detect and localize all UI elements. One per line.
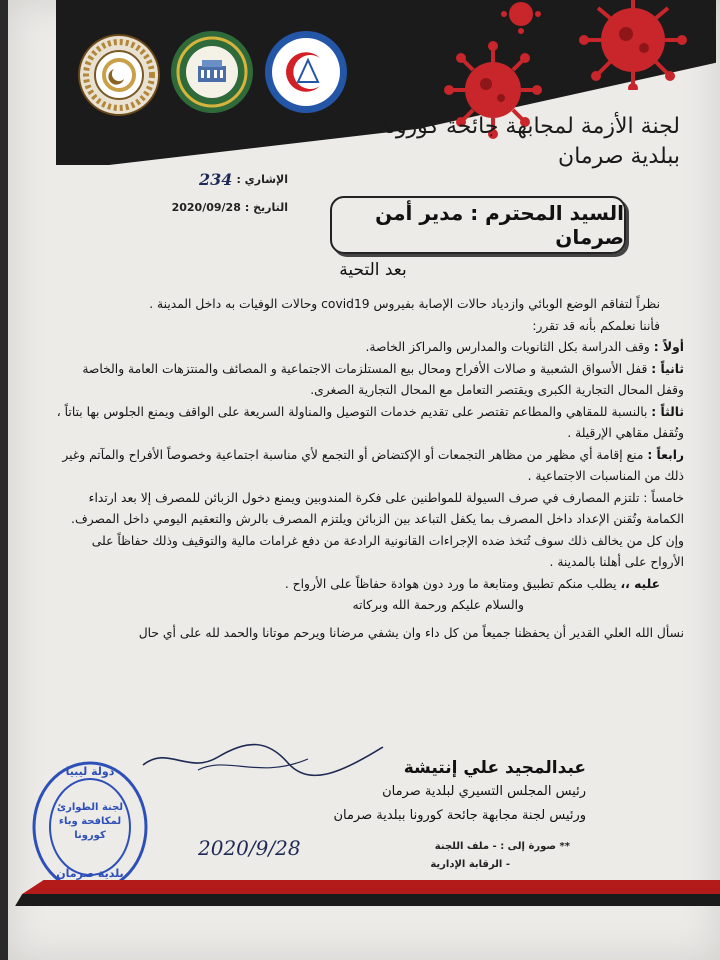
reference-number-label: الإشاري : — [236, 173, 288, 186]
item-3-label: ثالثاً : — [651, 404, 684, 419]
signatory-name: عبدالمجيد علي إنتيشة — [403, 758, 586, 778]
virus-graphic-small-icon — [496, 0, 546, 34]
footer-red-stripe — [8, 880, 720, 894]
reference-date-value: 2020/09/28 — [171, 201, 241, 214]
copies-item-2: - الرقابة الإدارية — [430, 859, 510, 870]
item-2-text: قفل الأسواق الشعبية و صالات الأفراح ومحال بيع المستلزمات الاجتماعية و المصائف والمنتزهات العامة والخاصة وقفل المحال التجارية الكبرى ويقتصر التعامل مع المحال التجارية الصغرى. — [82, 361, 684, 397]
stamp-center-line-2: لمكافحة وباء — [58, 816, 122, 827]
salutation-line: والسلام عليكم ورحمة الله وبركاته — [352, 598, 524, 612]
prayer-line: نسأل الله العلي القدير أن يحفظنا جميعاً من كل داء وان يشفي مرضانا ويرحم موتانا والحمد لله على أي حال — [138, 625, 684, 640]
intro-paragraph: نظراً لتفاقم الوضع الوبائي وازدياد حالات الإصابة بفيروس covid19 وحالات الوفيات به داخل المدينة . — [149, 297, 660, 311]
item-4 — [56, 445, 684, 488]
item-5: خامساً : تلتزم المصارف في صرف السيولة للمواطنين على فكرة المندوبين ويمنع دخول الزبائن للمصرف إلا بعد ارتداء الكمامة وتُقنن الإعداد داخل المصرف بما يكفل التباعد بين الزبائن ويلتزم المصرف بالرش والتعقيم اليومي داخل المصرف. — [71, 490, 684, 526]
stamp-center-line-1: لجنة الطوارئ — [56, 802, 124, 813]
stamp-center-text — [50, 801, 130, 843]
request-text: يطلب منكم تطبيق ومتابعة ما ورد دون هوادة حفاظاً على الأرواح . — [284, 576, 617, 591]
footer-black-stripe — [8, 894, 720, 906]
reference-date-line — [128, 201, 288, 214]
reference-number-line — [128, 170, 288, 189]
letter-body — [56, 294, 684, 644]
reference-block — [128, 170, 288, 226]
item-3-text: بالنسبة للمقاهي والمطاعم تقتصر على تقديم خدمات التوصيل والمناولة السريعة على الواقف ويمنع الجلوس بها بتاتاً ، وتُقفل مقاهي الإرقيلة . — [56, 404, 684, 440]
stamp-center-line-3: كورونا — [74, 830, 106, 841]
document-page — [8, 0, 720, 960]
logo-row — [78, 28, 338, 123]
reference-date-label: التاريخ : — [244, 201, 288, 214]
addressee-box: السيد المحترم : مدير أمن صرمان — [330, 196, 626, 254]
item-2 — [56, 359, 684, 402]
item-2-label: ثانياً : — [651, 361, 684, 376]
item-1-label: أولاً : — [653, 340, 684, 354]
signatory-title-1: رئيس المجلس التسيري لبلدية صرمان — [382, 784, 586, 799]
item-1-text: وقف الدراسة بكل الثانويات والمدارس والمراكز الخاصة. — [365, 340, 650, 354]
notice-line: فأننا نعلمكم بأنه قد تقرر: — [532, 318, 660, 333]
reference-number-value: 234 — [199, 170, 233, 189]
signatory-title-2: ورئيس لجنة مجابهة جائحة كورونا ببلدية صرمان — [333, 808, 586, 823]
handwritten-date: 2020/9/28 — [198, 836, 301, 860]
stamp-top-text: دولة ليبيا — [65, 765, 115, 778]
municipality-of-surman-logo-icon — [170, 30, 254, 114]
virus-graphic-right-icon — [568, 0, 698, 90]
municipal-seal-icon — [78, 34, 160, 116]
item-3 — [56, 402, 684, 445]
committee-title-line1: لجنة الأزمة لمجابهة جائحة كورونا — [383, 114, 680, 139]
signatory-block — [166, 756, 586, 828]
committee-title-line2: ببلدية صرمان — [558, 144, 680, 169]
red-crescent-logo-icon — [264, 30, 348, 114]
request-label: عليه ،، — [620, 576, 660, 591]
copies-block — [420, 838, 570, 874]
item-1 — [56, 337, 684, 359]
official-stamp — [30, 755, 150, 895]
request-line — [56, 574, 684, 596]
committee-title — [260, 112, 680, 172]
penalty-paragraph: وإن كل من يخالف ذلك سوف تُتخذ ضده الإجراءات القانونية الرادعة من دفع غرامات مالية والتوقيف وذلك حفاظاً على الأرواح على أهلنا بالمدينة . — [91, 533, 684, 569]
stamp-bottom-text: بلدية صرمان — [56, 867, 124, 880]
copies-label: ** صورة إلى : - ملف اللجنة — [434, 841, 570, 852]
item-4-label: رابعاً : — [647, 447, 684, 462]
greeting: بعد التحية — [339, 260, 407, 280]
item-4-text: منع إقامة أي مظهر من مظاهر التجمعات أو الإكتضاض أو التجمع لأي مناسبة اجتماعية وخصوصاً الأفراح والمآتم وغير ذلك من المناسبات الاجتماعية . — [62, 447, 684, 483]
